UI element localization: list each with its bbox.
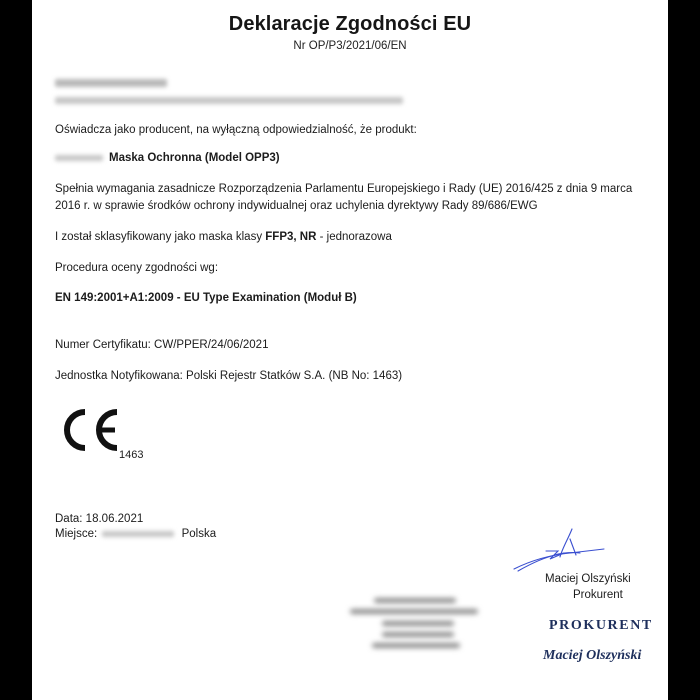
manufacturer-address-redacted xyxy=(55,92,403,110)
signatory-role: Prokurent xyxy=(573,589,623,601)
declaration-page xyxy=(32,0,668,700)
handwritten-signature-icon xyxy=(510,525,610,573)
document-title: Deklaracje Zgodności EU xyxy=(228,13,472,35)
regulation-text-line2: 2016 r. w sprawie środków ochrony indywidualnej oraz uchylenia dyrektywy Rady 89/686/EWG xyxy=(55,200,538,212)
company-stamp-redacted xyxy=(332,592,492,662)
procedure-value: EN 149:2001+A1:2009 - EU Type Examination (Moduł B) xyxy=(55,292,357,304)
product-brand-redacted xyxy=(55,155,103,161)
notified-body: Jednostka Notyfikowana: Polski Rejestr Statków S.A. (NB No: 1463) xyxy=(55,370,403,382)
regulation-text-line1: Spełnia wymagania zasadnicze Rozporządzenia Parlamentu Europejskiego i Rady (UE) 2016/425 z dnia 9 marca xyxy=(55,183,633,195)
classification-line: I został sklasyfikowany jako maska klasy FFP3, NR - jednorazowa xyxy=(55,231,392,243)
mask-type: NR xyxy=(299,231,317,243)
country: Polska xyxy=(181,528,217,540)
product-line xyxy=(55,152,280,164)
city-redacted xyxy=(102,531,174,537)
manufacturer-name-redacted xyxy=(55,74,167,92)
date: Data: 18.06.2021 xyxy=(55,513,144,525)
mask-class: FFP3 xyxy=(265,231,294,243)
declaration-intro: Oświadcza jako producent, na wyłączną odpowiedzialność, że produkt: xyxy=(55,124,417,136)
procedure-label: Procedura oceny zgodności wg: xyxy=(55,262,219,274)
product-name: Maska Ochronna (Model OPP3) xyxy=(109,152,280,164)
place-line: Miejsce: Polska xyxy=(55,528,217,540)
ce-mark-icon xyxy=(58,408,122,452)
name-stamp: Maciej Olszyński xyxy=(543,648,642,663)
signatory-name: Maciej Olszyński xyxy=(545,573,631,585)
certificate-number: Numer Certyfikatu: CW/PPER/24/06/2021 xyxy=(55,339,269,351)
document-number: Nr OP/P3/2021/06/EN xyxy=(293,40,407,52)
prokurent-stamp: PROKURENT xyxy=(549,618,653,633)
ce-notified-body-number: 1463 xyxy=(119,449,144,461)
